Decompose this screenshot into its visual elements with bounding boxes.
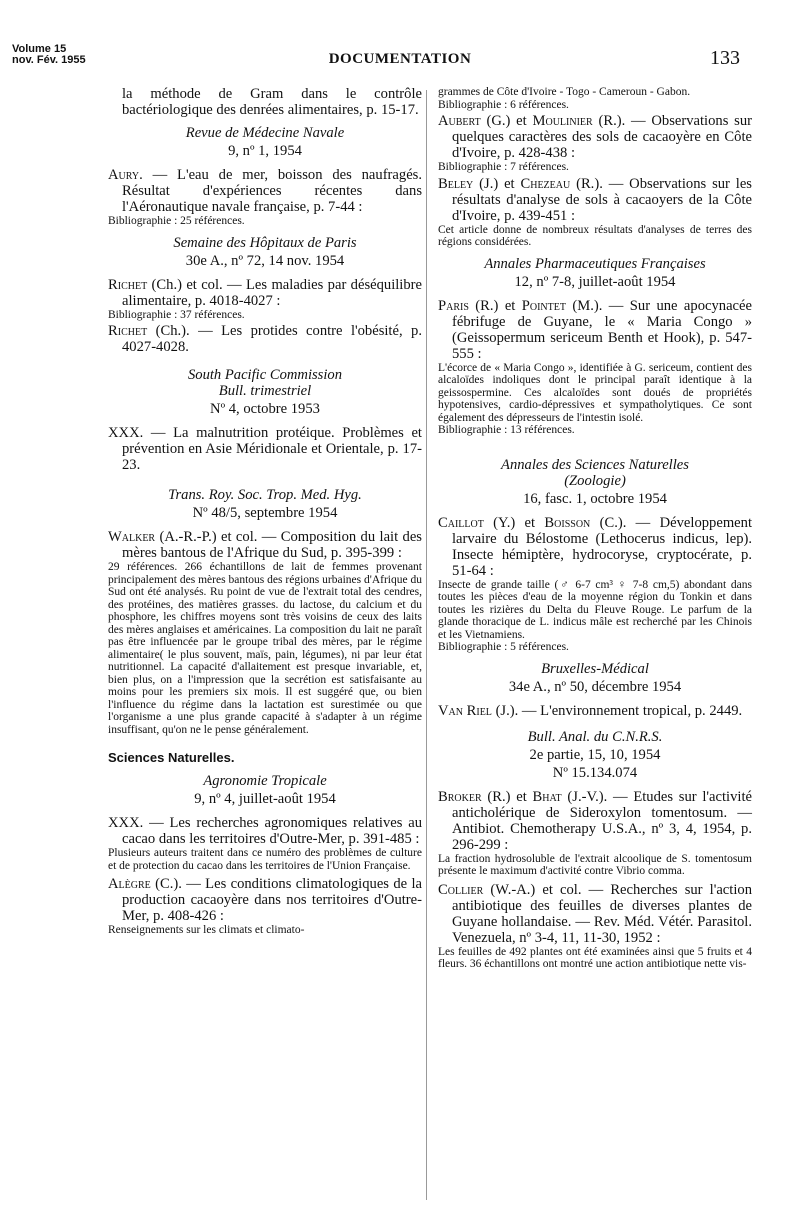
section-heading: Sciences Naturelles. xyxy=(108,750,235,765)
entry-text: (M.). — Sur une apocynacée fébrifuge de Guyane, le « Maria Congo » (Geissopermum sericeum Benth et Hook), p. 547-555 : xyxy=(452,297,752,362)
author: Aury xyxy=(108,167,140,183)
author: Beley xyxy=(438,175,474,192)
source-details: Nº 48/5, septembre 1954 xyxy=(192,505,338,521)
abstract: La fraction hydrosoluble de l'extrait alcoolique de S. tomentosum présente le maximum d'activité contre Vibrio comma. xyxy=(438,852,752,877)
source-details: 34e A., nº 50, décembre 1954 xyxy=(508,678,682,695)
bibliographic-entry xyxy=(438,703,752,719)
source-details: 16, fasc. 1, octobre 1954 xyxy=(523,490,667,507)
bibliographic-entry: XXX. — Les recherches agronomiques relatives au cacao dans les territoires d'Outre-Mer, p. 391-485 : xyxy=(108,815,422,847)
source-subtitle: (Zoologie) xyxy=(564,472,626,489)
entry-text: (Y.) et xyxy=(483,514,545,531)
abstract: Renseignements sur les climats et climato- xyxy=(108,924,305,936)
source-title: Revue de Médecine Navale xyxy=(185,125,345,141)
author: Broker xyxy=(438,788,482,805)
bibliographic-entry xyxy=(438,298,752,362)
right-column xyxy=(438,86,752,975)
bibliographic-entry xyxy=(108,277,422,309)
source-details: 9, nº 4, juillet-août 1954 xyxy=(194,791,336,807)
source-details: Nº 4, octobre 1953 xyxy=(210,401,320,417)
entry-text: (Ch.). — Les protides contre l'obésité, p. 4027-4028. xyxy=(122,323,422,355)
bibliographic-entry xyxy=(438,789,752,853)
bibliographic-entry xyxy=(438,113,752,161)
author: Boisson xyxy=(544,514,591,531)
continued-abstract: grammes de Côte d'Ivoire - Togo - Cameroun - Gabon. xyxy=(438,86,691,98)
left-column xyxy=(108,86,422,941)
entry-text: (J.) et xyxy=(473,175,521,192)
source-title: South Pacific Commission xyxy=(187,367,343,383)
entry-text: (W.-A.) et col. — Recherches sur l'action antibiotique des feuilles de diverses plantes de Guyane hollandaise. — Rev. Méd. Vétér. Parasitol. Venezuela, nº 3-4, 11, 11-30, 1952 : xyxy=(452,881,752,946)
author: Richet xyxy=(108,323,148,339)
bibliography-count: Bibliographie : 7 références. xyxy=(438,161,569,173)
bibliographic-entry xyxy=(108,323,422,355)
author: Alègre xyxy=(108,876,151,892)
column-divider xyxy=(426,90,427,1200)
entry-text: (R.) et xyxy=(481,788,533,805)
source-title: Bull. Anal. du C.N.R.S. xyxy=(527,728,663,745)
entry-text: (R.) et xyxy=(468,297,522,314)
author: Collier xyxy=(438,881,484,898)
source-details: 12, nº 7-8, juillet-août 1954 xyxy=(514,273,676,290)
abstract: L'écorce de « Maria Congo », identifiée à G. sericeum, contient des alcaloïdes indoliques dont le principal paraît identique à la geissospermine. Ces alcaloïdes sont doués de propriétés hypotensives, cardio-dépressives et sympatholytiques. Ce sont également des dépresseurs de l'intestin isolé. xyxy=(438,361,752,424)
author: Walker xyxy=(108,529,156,545)
entry-text: (Ch.) et col. — Les maladies par déséquilibre alimentaire, p. 4018-4027 : xyxy=(122,276,422,309)
author: Richet xyxy=(108,276,148,293)
source-title: Annales Pharmaceutiques Françaises xyxy=(484,255,706,272)
abstract: Les feuilles de 492 plantes ont été examinées ainsi que 5 fruits et 4 fleurs. 36 échantillons ont montré une action antibiotique nette vis- xyxy=(438,945,752,970)
abstract: Cet article donne de nombreux résultats d'analyses de terres des régions considérées. xyxy=(438,223,752,248)
author: Caillot xyxy=(438,514,484,531)
running-title: DOCUMENTATION xyxy=(328,51,472,67)
abstract: 29 références. 266 échantillons de lait de femmes provenant principalement des mères bantous des régions urbaines d'Afrique du Sud ont été analysés. Ru point de vue de l'extrait total des cendres, des protéines, des matières grasses. du lactose, du calcium et du phosphore, les chiffres moyens sont très voisins de ceux des laits des mères anglaises et américaines. La composition du lait ne paraît pas être influencée par le groupe tribal des mères, par le régime alimentaire( le plus souvent, maïs, pain, légumes), ni par leur état nutritionnel. La capacité d'allaitement est presque invariable, et, bien plus, on a l'impression que la secrétion est satisfaisante au moins pour les premiers six mois. Il est suggéré que, ou bien l'influence du régime dans la lactation est surestimée ou que l'organisme a une plus grande capacité à s'adapter à un régime insuffisant, qu'on ne le pense généralement. xyxy=(108,561,422,736)
author: Chezeau xyxy=(520,175,571,192)
volume-line: Volume 15 xyxy=(12,43,67,55)
page-number: 133 xyxy=(710,47,740,69)
entry-text: (R.). — Observations sur les résultats d'analyse de sols à cacaoyers de la Côte d'Ivoire, p. 439-451 : xyxy=(452,175,752,224)
bibliography-count: Bibliographie : 5 références. xyxy=(438,641,569,653)
abstract: Plusieurs auteurs traitent dans ce numéro des problèmes de culture et de protection du cacao dans les territoires de l'Union Française. xyxy=(108,847,422,872)
bibliography-count: Bibliographie : 6 références. xyxy=(438,98,569,111)
bibliographic-entry xyxy=(438,882,752,946)
bibliographic-entry xyxy=(438,176,752,224)
bibliography-count: Bibliographie : 13 références. xyxy=(438,424,575,436)
source-subtitle: Bull. trimestriel xyxy=(218,383,312,399)
bibliographic-entry xyxy=(108,167,422,215)
author: Bhat xyxy=(532,788,562,805)
source-details: Nº 15.134.074 xyxy=(552,764,638,781)
bibliographic-entry xyxy=(108,529,422,561)
entry-text: (C.). — Les conditions climatologiques de la production cacaoyère dans nos territoires d'Outre-Mer, p. 408-426 : xyxy=(122,876,422,924)
author: Van Riel xyxy=(438,702,492,719)
source-title: Annales des Sciences Naturelles xyxy=(501,456,689,473)
entry-text: . — L'eau de mer, boisson des naufragés. Résultat d'expériences récentes dans l'Aéronautique navale française, p. 7-44 : xyxy=(122,167,422,215)
entry-text: (C.). — Développement larvaire du Bélostome (Lethocerus indicus, lep). Insecte hémiptère, hydrocoryse, cryptocérate, p. 51-64 : xyxy=(452,514,752,579)
entry-text: (A.-R.-P.) et col. — Composition du lait des mères bantous de l'Afrique du Sud, p. 395-399 : xyxy=(122,529,422,561)
source-title: Trans. Roy. Soc. Trop. Med. Hyg. xyxy=(168,487,362,503)
abstract: Insecte de grande taille (♂ 6-7 cm³ ♀ 7-8 cm,5) abondant dans toutes les pièces d'eau de la moyenne région du Tonkin et dans toutes les rizières du Delta du Fleuve Rouge. Le parfum de la glande thoracique de L. indicus mâle est recherché par les Chinois et les Vietnamiens. xyxy=(438,578,752,641)
author: Moulinier xyxy=(532,113,593,129)
bibliographic-entry: XXX. — La malnutrition protéique. Problèmes et prévention en Asie Méridionale et Orientale, p. 17-23. xyxy=(108,425,422,473)
source-title: Semaine des Hôpitaux de Paris xyxy=(173,234,357,251)
source-title: Agronomie Tropicale xyxy=(203,773,327,789)
bibliographic-entry xyxy=(108,876,422,924)
bibliographic-entry xyxy=(438,515,752,579)
entry-text: (J.). — L'environnement tropical, p. 2449. xyxy=(491,702,743,719)
source-details: 9, nº 1, 1954 xyxy=(228,143,302,159)
author: Aubert xyxy=(438,113,481,129)
entry-text: (G.) et xyxy=(480,113,533,129)
author: Pointet xyxy=(521,297,566,314)
continued-entry: la méthode de Gram dans le contrôle bactériologique des denrées alimentaires, p. 15-17. xyxy=(122,86,422,118)
entry-text: (R.). — Observations sur quelques caractères des sols de cacaoyère en Côte d'Ivoire, p. 428-438 : xyxy=(452,113,752,161)
issue-line: nov. Fév. 1955 xyxy=(12,54,86,66)
source-details: 30e A., nº 72, 14 nov. 1954 xyxy=(185,252,345,269)
author: Paris xyxy=(438,297,469,314)
entry-text: (J.-V.). — Etudes sur l'activité anticholérique de Sideroxylon tomentosum. — Antibiot. Chemotherapy U.S.A., nº 3, 4, 1954, p. 296-299 : xyxy=(452,788,752,853)
bibliography-count: Bibliographie : 25 références. xyxy=(108,215,245,227)
source-details: 2e partie, 15, 10, 1954 xyxy=(529,746,661,763)
source-title: Bruxelles-Médical xyxy=(541,660,649,677)
bibliography-count: Bibliographie : 37 références. xyxy=(108,308,245,321)
